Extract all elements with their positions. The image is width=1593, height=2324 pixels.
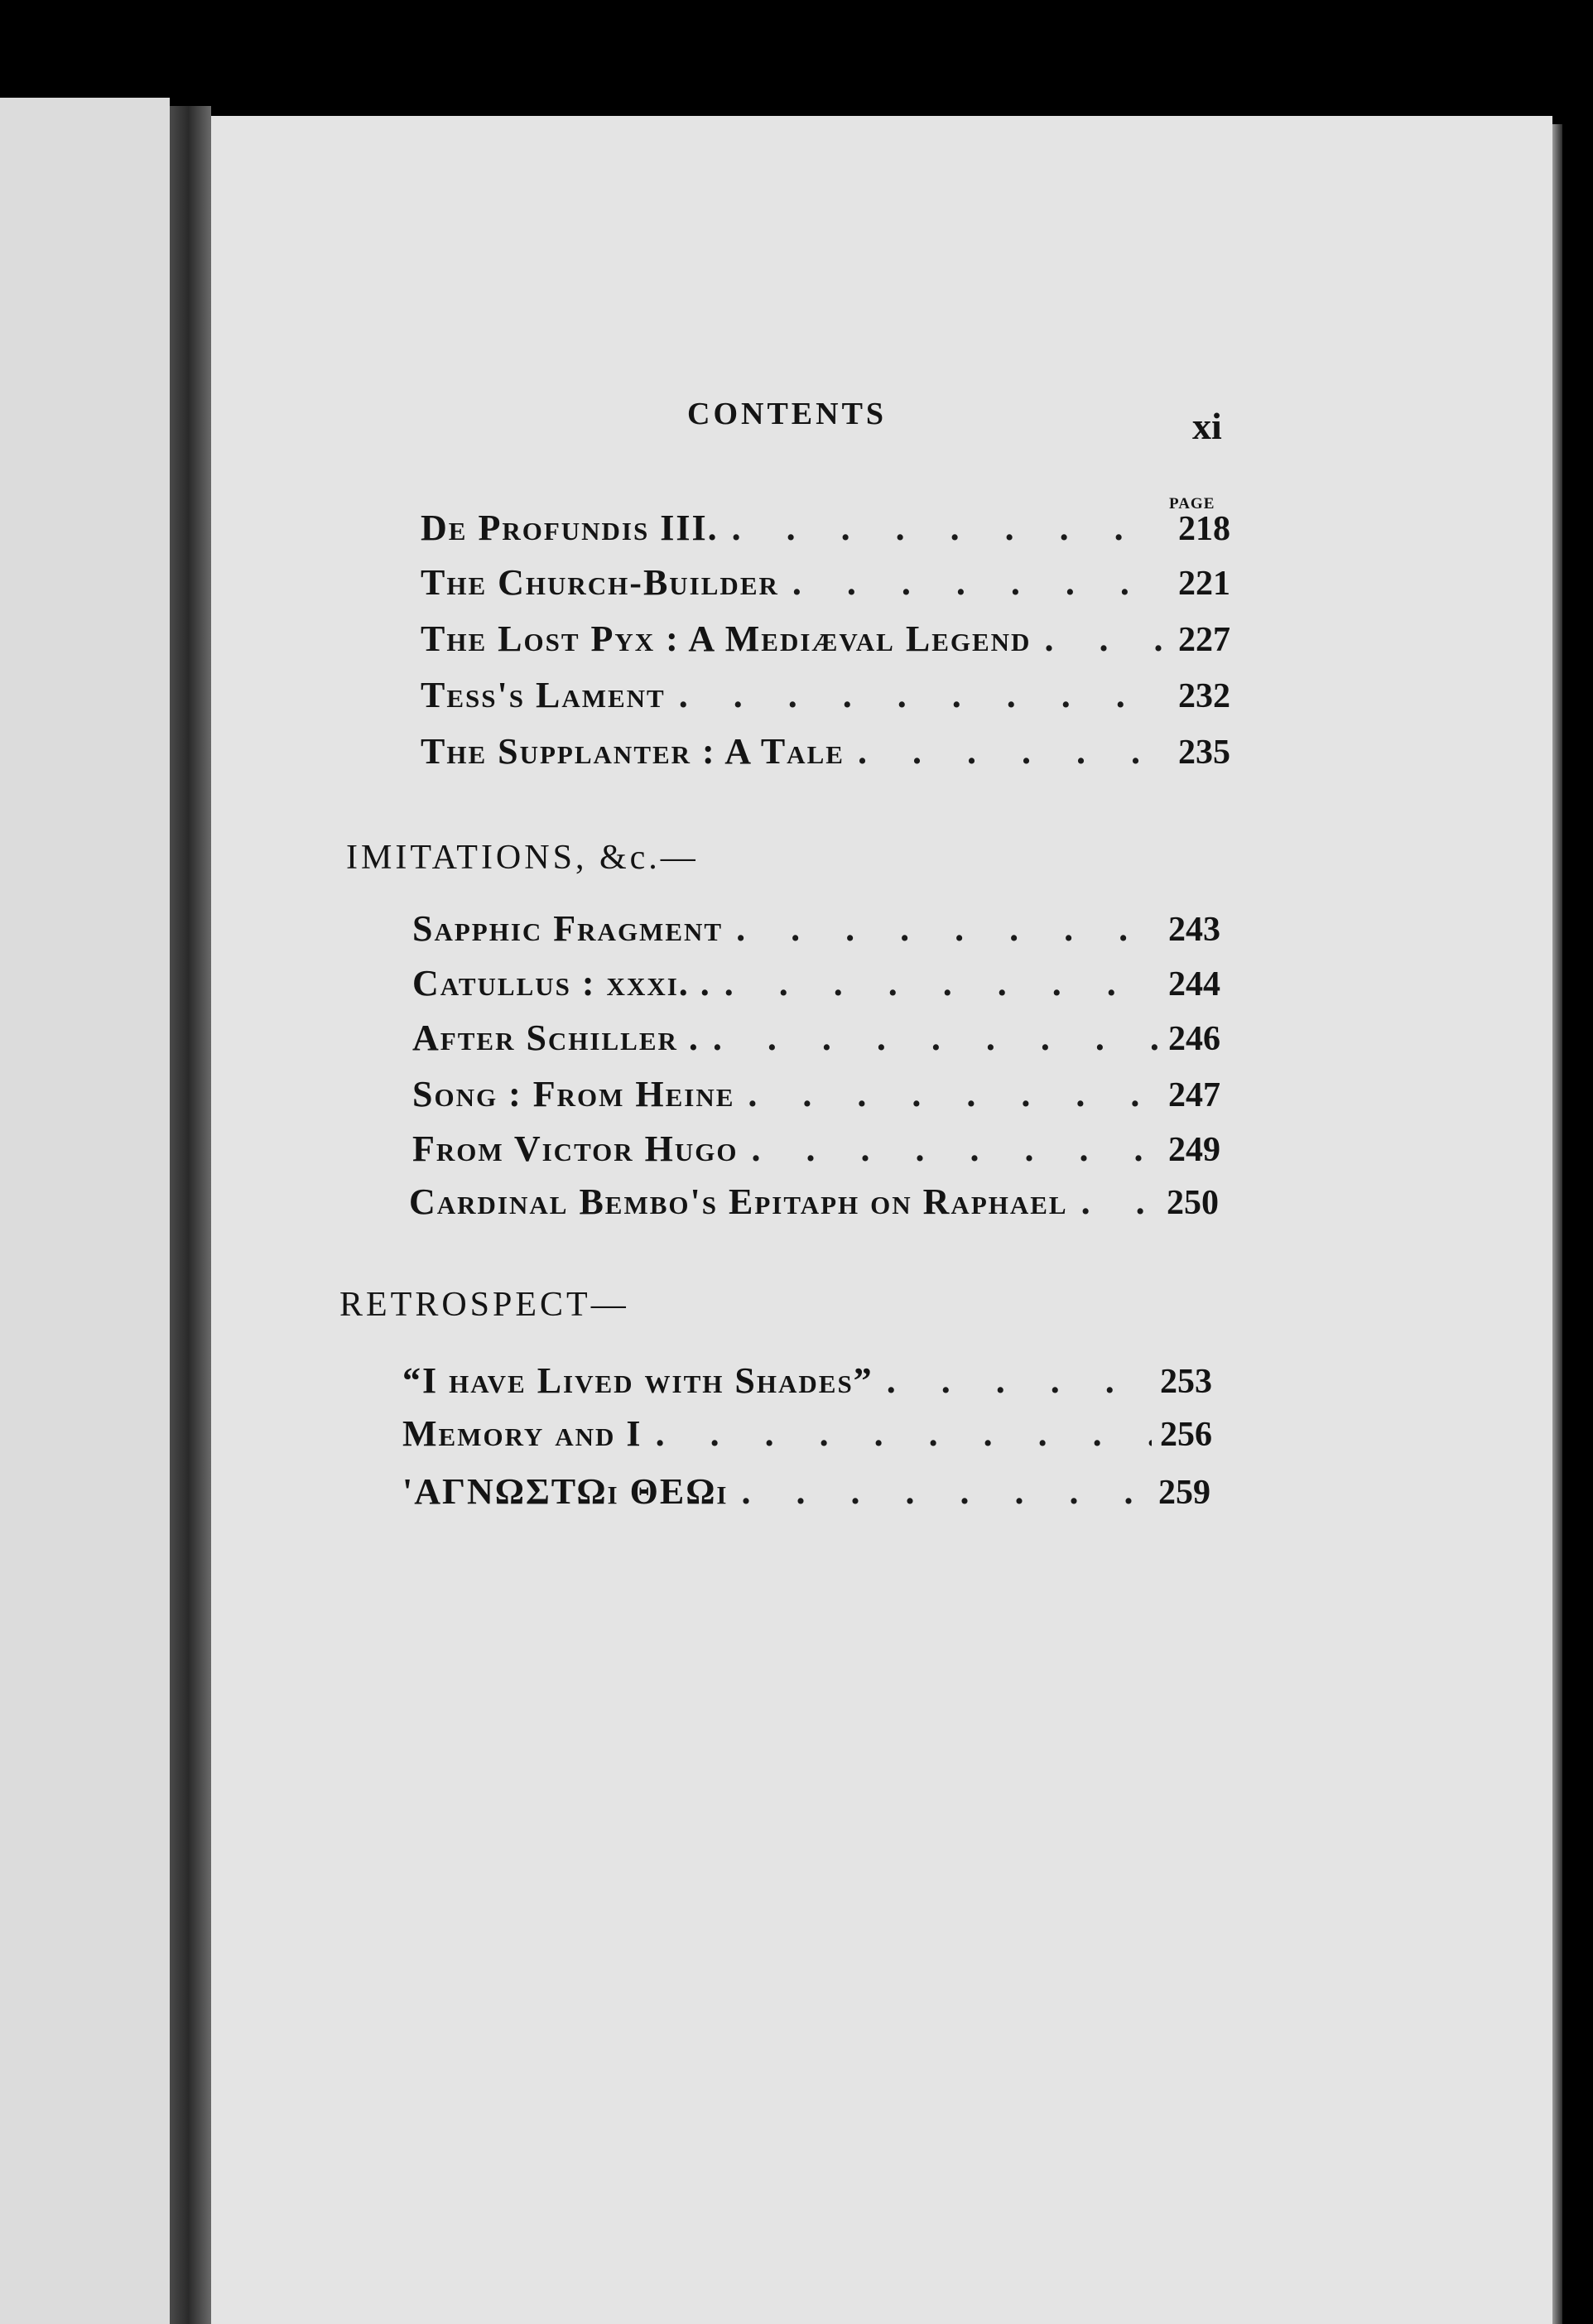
dot-leader <box>1068 1181 1158 1223</box>
toc-entry-page: 249 <box>1168 1131 1220 1169</box>
dot-leader <box>734 1073 1160 1115</box>
toc-entry-page: 246 <box>1168 1020 1220 1058</box>
toc-entry-page: 259 <box>1158 1474 1210 1512</box>
toc-entry <box>412 962 1220 1004</box>
dot-leader <box>1031 618 1170 660</box>
toc-entry-title: The Lost Pyx : A Mediæval Legend <box>421 618 1032 659</box>
toc-entry-page: 250 <box>1167 1184 1219 1222</box>
toc-entry-page: 256 <box>1160 1416 1212 1454</box>
dot-leader <box>711 962 1160 1004</box>
toc-entry-title: The Church-Builder <box>421 562 779 603</box>
toc-entry-page: 235 <box>1178 734 1230 772</box>
page-column-label: PAGE <box>1169 495 1215 512</box>
toc-entry-title: Cardinal Bembo's Epitaph on Raphael <box>409 1181 1068 1222</box>
dot-leader <box>719 507 1170 549</box>
toc-entry-page: 221 <box>1178 565 1230 603</box>
dot-leader <box>729 1470 1151 1513</box>
toc-entry-page: 244 <box>1168 965 1220 1003</box>
toc-entry <box>421 618 1230 660</box>
toc-entry-page: 243 <box>1168 911 1220 949</box>
toc-entry-page: 253 <box>1160 1363 1212 1401</box>
toc-entry-title: After Schiller . <box>412 1018 700 1058</box>
toc-entry-title: The Supplanter : A Tale <box>421 731 845 772</box>
toc-entry-page: 232 <box>1178 677 1230 715</box>
toc-entry-page: 227 <box>1178 621 1230 659</box>
toc-entry <box>409 1181 1219 1223</box>
toc-entry-title: 'ΑΓΝΩΣΤΩι ΘΕΩι <box>402 1471 729 1512</box>
toc-entry <box>402 1470 1210 1513</box>
page-edge <box>1552 124 1562 2324</box>
toc-entry-page: 247 <box>1168 1076 1220 1114</box>
toc-entry <box>402 1359 1212 1402</box>
toc-entry-title: “I have Lived with Shades” <box>402 1360 874 1401</box>
section-heading-retrospect: RETROSPECT— <box>339 1286 629 1324</box>
dot-leader <box>874 1359 1152 1402</box>
toc-entry-title: Memory and I <box>402 1413 642 1454</box>
toc-entry-page: 218 <box>1178 510 1230 548</box>
dot-leader <box>642 1412 1152 1455</box>
toc-entry <box>402 1412 1212 1455</box>
toc-entry <box>412 1073 1220 1115</box>
running-head: CONTENTS <box>687 397 888 431</box>
dot-leader <box>739 1128 1160 1170</box>
section-heading-imitations: IMITATIONS, &c.— <box>346 839 699 877</box>
toc-entry-title: Catullus : xxxi. . <box>412 963 711 1003</box>
toc-entry <box>421 674 1230 716</box>
toc-entry <box>421 561 1230 604</box>
book-gutter <box>170 106 211 2324</box>
toc-entry-title: Sapphic Fragment <box>412 908 724 949</box>
toc-entry <box>421 730 1230 772</box>
toc-entry-title: From Victor Hugo <box>412 1128 739 1169</box>
toc-entry <box>412 907 1220 950</box>
dot-leader <box>700 1017 1160 1059</box>
folio-number: xi <box>1192 405 1222 447</box>
dot-leader <box>779 561 1170 604</box>
toc-entry <box>412 1017 1220 1059</box>
toc-entry <box>421 507 1230 549</box>
toc-entry-title: Tess's Lament <box>421 675 666 715</box>
toc-entry-title: De Profundis III. <box>421 508 719 548</box>
dot-leader <box>845 730 1170 772</box>
dot-leader <box>666 674 1170 716</box>
toc-entry <box>412 1128 1220 1170</box>
toc-entry-title: Song : From Heine <box>412 1074 735 1114</box>
facing-page <box>0 98 170 2324</box>
dot-leader <box>723 907 1160 950</box>
